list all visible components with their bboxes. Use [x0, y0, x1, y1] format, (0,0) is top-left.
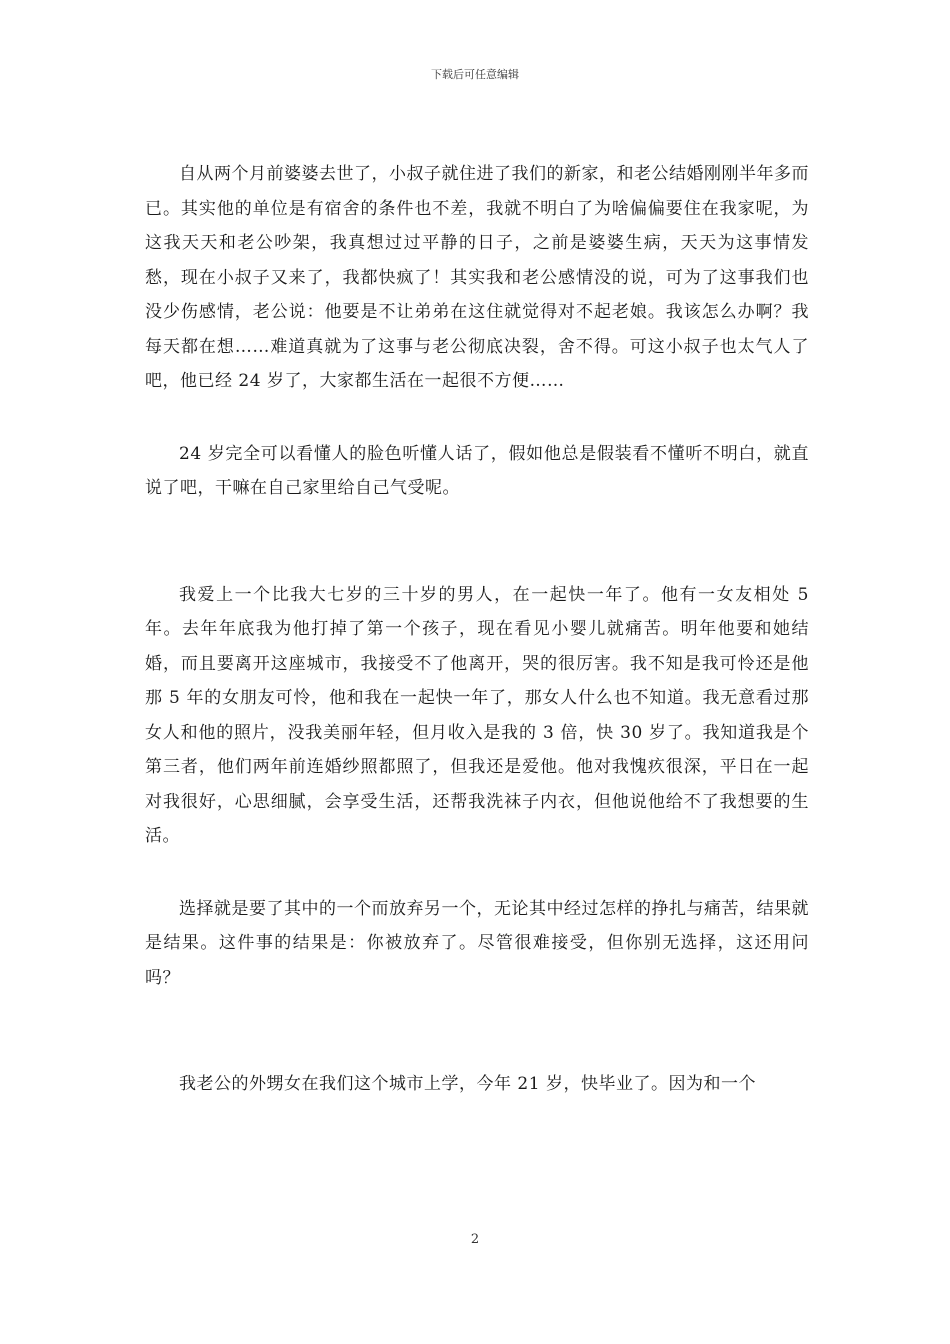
paragraph-1: 自从两个月前婆婆去世了，小叔子就住进了我们的新家，和老公结婚刚刚半年多而已。其实他的单位是有宿舍的条件也不差，我就不明白了为啥偏偏要住在我家呢，为这我天天和老公吵架，我真想过过平静的日子，之前是婆婆生病，天天为这事情发愁，现在小叔子又来了，我都快疯了！其实我和老公感情没的说，可为了这事我们也没少伤感情，老公说：他要是不让弟弟在这住就觉得对不起老娘。我该怎么办啊？我每天都在想……难道真就为了这事与老公彻底决裂，舍不得。可这小叔子也太气人了吧，他已经 24 岁了，大家都生活在一起很不方便…… [145, 164, 809, 391]
section-spacer [145, 506, 809, 578]
paragraph-spacer [145, 854, 809, 892]
paragraph-spacer [145, 399, 809, 437]
paragraph-4: 选择就是要了其中的一个而放弃另一个，无论其中经过怎样的挣扎与痛苦，结果就是结果。这件事的结果是：你被放弃了。尽管很难接受，但你别无选择，这还用问吗？ [145, 898, 809, 988]
document-body [145, 157, 809, 1102]
paragraph-3: 我爱上一个比我大七岁的三十岁的男人，在一起快一年了。他有一女友相处 5 年。去年年底我为他打掉了第一个孩子，现在看见小婴儿就痛苦。明年他要和她结婚，而且要离开这座城市，我接受不了他离开，哭的很厉害。我不知是我可怜还是他那 5 年的女朋友可怜，他和我在一起快一年了，那女人什么也不知道。我无意看过那女人和他的照片，没我美丽年轻，但月收入是我的 3 倍，快 30 岁了。我知道我是个第三者，他们两年前连婚纱照都照了，但我还是爱他。他对我愧疚很深，平日在一起对我很好，心思细腻，会享受生活，还帮我洗袜子内衣，但他说他给不了我想要的生活。 [145, 584, 809, 846]
section-spacer [145, 995, 809, 1067]
paragraph-2: 24 岁完全可以看懂人的脸色听懂人话了，假如他总是假装看不懂听不明白，就直说了吧，干嘛在自己家里给自己气受呢。 [145, 443, 809, 498]
paragraph-5: 我老公的外甥女在我们这个城市上学，今年 21 岁，快毕业了。因为和一个 [179, 1074, 756, 1094]
page-number: 2 [470, 1232, 480, 1247]
page-header: 下载后可任意编辑 [431, 68, 519, 81]
